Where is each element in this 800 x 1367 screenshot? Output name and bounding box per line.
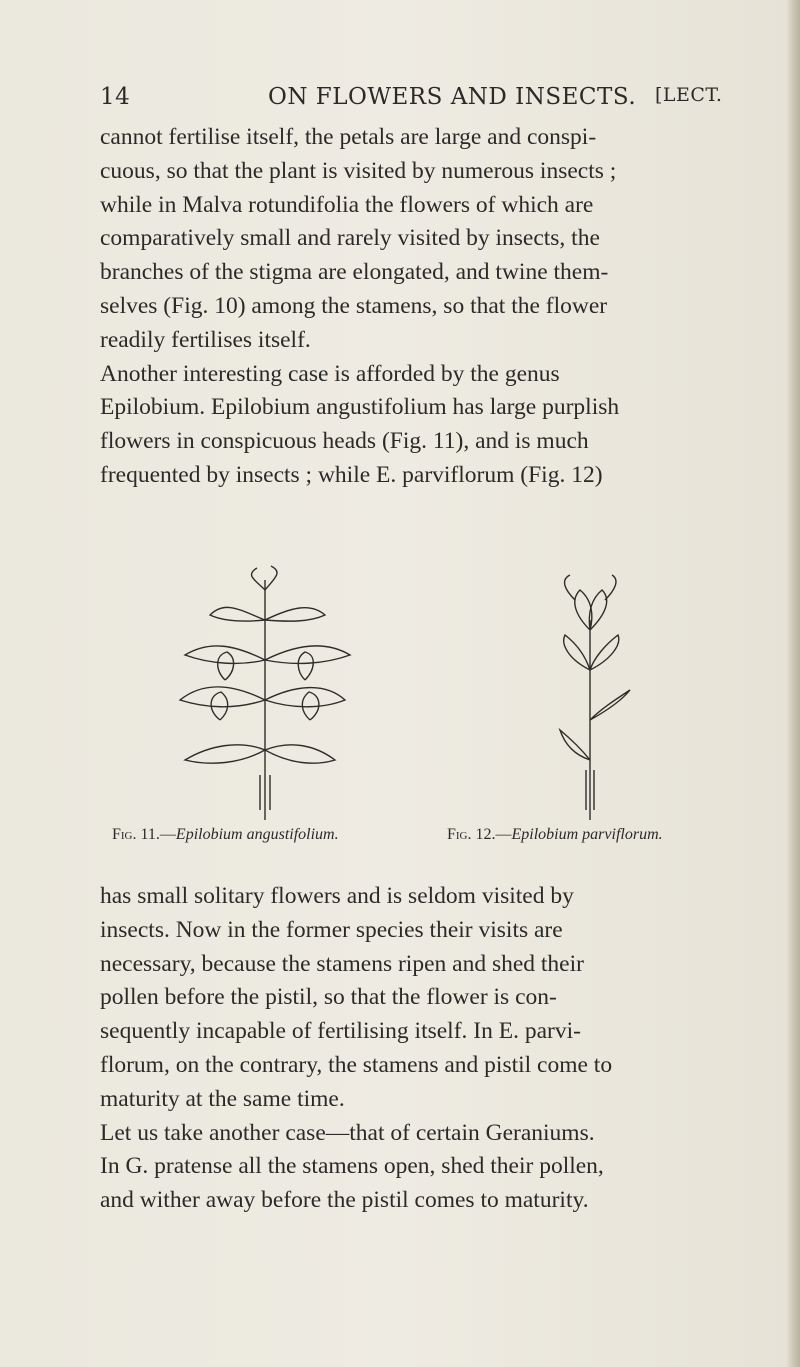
caption-species: Epilobium angustifolium.	[175, 826, 339, 843]
page-number: 14	[100, 84, 131, 110]
figure-12-caption	[447, 826, 663, 844]
body-text-bottom	[100, 880, 740, 1218]
epilobium-angustifolium-illustration	[165, 560, 365, 820]
running-header	[100, 84, 740, 114]
text-line: has small solitary flowers and is seldom visited by insects. Now in the former species their visits are necessary, because the stamens ripen and shed their pollen before the pistil, so that the flower is con- sequently incapable of fertilising itself. In E. parvi- florum, on the contrary, the stamens and pistil come to maturity at the same time. Let us take another case—that of certain Geraniums. In G. pratense all the stamens open, shed their pollen, and wither away before the pistil comes to maturity.	[100, 883, 613, 1214]
running-title: ON FLOWERS AND INSECTS.	[268, 84, 637, 110]
body-text-top	[100, 121, 740, 493]
caption-label: Fig. 12.—	[447, 826, 512, 843]
caption-label: Fig. 11.—	[112, 826, 176, 843]
epilobium-parviflorum-illustration	[530, 560, 650, 820]
page-edge-shadow	[786, 0, 800, 1367]
section-label: [LECT.	[655, 84, 723, 106]
figure-11-caption	[112, 826, 339, 844]
caption-species: Epilobium parviflorum.	[511, 826, 663, 843]
text-line: cannot fertilise itself, the petals are large and conspi- cuous, so that the plant is visited by numerous insects ; while in Malva rotundifolia the flowers of which are comparatively small and rarely visited by insects, the branches of the stigma are elongated, and twine them- selves (Fig. 10) among the stamens, so that the flower readily fertilises itself. Another interesting case is afforded by the genus Epilobium. Epilobium angustifolium has large purplish flowers in conspicuous heads (Fig. 11), and is much frequented by insects ; while E. parviflorum (Fig. 12)	[100, 124, 620, 488]
